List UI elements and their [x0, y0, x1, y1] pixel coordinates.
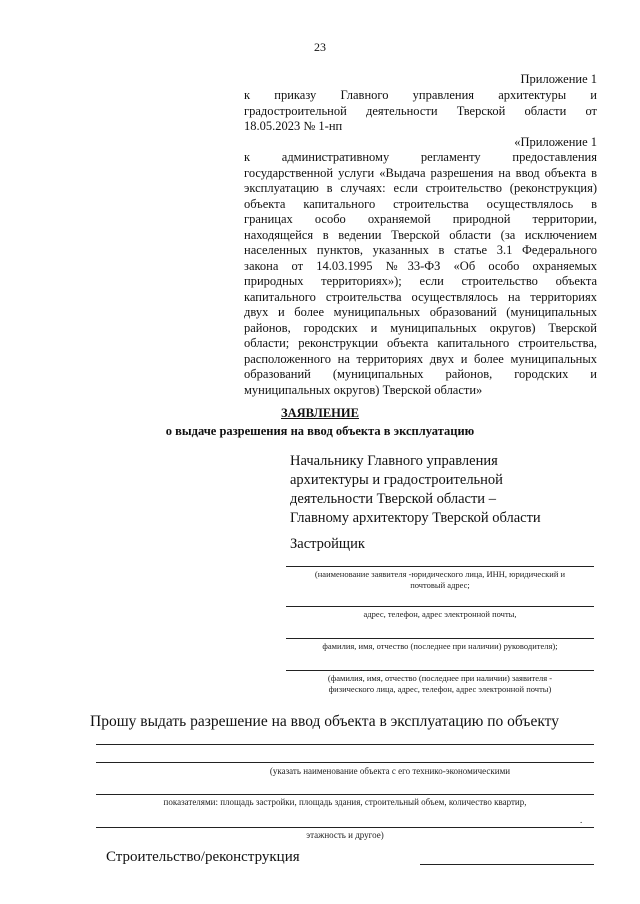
addressee-line: архитектуры и градостроительной — [290, 472, 503, 488]
developer-label: Застройщик — [290, 536, 365, 552]
caption-line: физического лица, адрес, телефон, адрес электронной почты) — [328, 684, 552, 694]
developer-name-field[interactable] — [286, 566, 594, 567]
regulation-text — [244, 150, 597, 398]
regulation-line: эксплуатацию в случаях: если строительство (реконструкция) — [244, 181, 597, 195]
caption-line: (наименование заявителя -юридического лица, ИНН, юридический и — [314, 569, 566, 579]
construction-field[interactable] — [420, 864, 594, 865]
regulation-line: районов, городских и муниципальных округов) Тверской — [244, 320, 597, 335]
regulation-line: образований (муниципальных районов, городских и — [244, 367, 597, 381]
regulation-line: к административному регламенту предоставления — [244, 150, 597, 164]
addressee-line: Главному архитектору Тверской области — [290, 510, 541, 526]
regulation-line: находящейся в ведении Тверской области (за исключением — [244, 227, 597, 242]
annex-title: Приложение 1 — [520, 72, 597, 86]
construction-label: Строительство/реконструкция — [106, 849, 300, 865]
regulation-line: объекта капитального строительства осуществлялось в — [244, 196, 597, 211]
caption-line: (указать наименование объекта с его технико-экономическими — [269, 766, 511, 776]
applicant-person-field[interactable] — [286, 670, 594, 671]
regulation-line: закона от 14.03.1995 №33-ФЗ «Об особо охраняемых — [244, 258, 597, 273]
caption-line: (фамилия, имя, отчество (последнее при наличии) заявителя - — [327, 673, 553, 683]
caption-line: фамилия, имя, отчество (последнее при наличии) руководителя); — [322, 641, 558, 651]
annex-line: 18.05.2023 № 1-нп — [244, 119, 343, 133]
addressee-line: Начальнику Главного управления — [290, 453, 498, 469]
regulation-line: расположенного на территориях двух и более муниципальных — [244, 351, 597, 366]
annex-line: градостроительной деятельности Тверской области от — [244, 103, 597, 118]
regulation-line: границах особо охраняемой природной территории, — [244, 212, 597, 226]
caption-line: адрес, телефон, адрес электронной почты, — [363, 609, 517, 619]
regulation-line: области; реконструкции объекта капитального строительства, — [244, 336, 597, 350]
document-title: ЗАЯВЛЕНИЕ — [281, 406, 359, 420]
field-mark: . — [580, 815, 583, 825]
regulation-line: двух и более муниципальных образований (муниципальных — [244, 305, 597, 319]
developer-head-field[interactable] — [286, 638, 594, 639]
page-number: 23 — [314, 40, 326, 54]
caption-line: показателями: площадь застройки, площадь здания, строительный объем, количество квартир, — [163, 797, 527, 807]
annex-text — [244, 88, 597, 135]
developer-address-field[interactable] — [286, 606, 594, 607]
object-field[interactable] — [96, 744, 594, 745]
object-field[interactable] — [96, 794, 594, 795]
request-text: Прошу выдать разрешение на ввод объекта в эксплуатацию по объекту — [90, 713, 559, 730]
field-caption — [286, 569, 594, 591]
regulation-line: природных территориях»); если строительство объекта — [244, 274, 597, 288]
object-field[interactable] — [96, 827, 594, 828]
annex-line: к приказу Главного управления архитектуры и — [244, 88, 597, 102]
caption-line: почтовый адрес; — [410, 580, 470, 590]
object-field[interactable] — [96, 762, 594, 763]
addressee-line: деятельности Тверской области – — [290, 491, 496, 507]
caption-line: этажность и другое) — [306, 830, 384, 840]
document-subtitle: о выдаче разрешения на ввод объекта в эксплуатацию — [165, 424, 475, 438]
field-caption — [286, 673, 594, 695]
addressee — [290, 452, 610, 528]
regulation-title: «Приложение 1 — [514, 135, 597, 149]
regulation-line: муниципальных округов) Тверской области» — [244, 382, 483, 397]
regulation-line: капитального строительства осуществлялось на территориях — [244, 289, 597, 304]
regulation-line: государственной услуги «Выдача разрешения на ввод объекта в — [244, 165, 597, 180]
regulation-line: населенных пунктов, указанных в статье 3.1 Федерального — [244, 243, 597, 257]
